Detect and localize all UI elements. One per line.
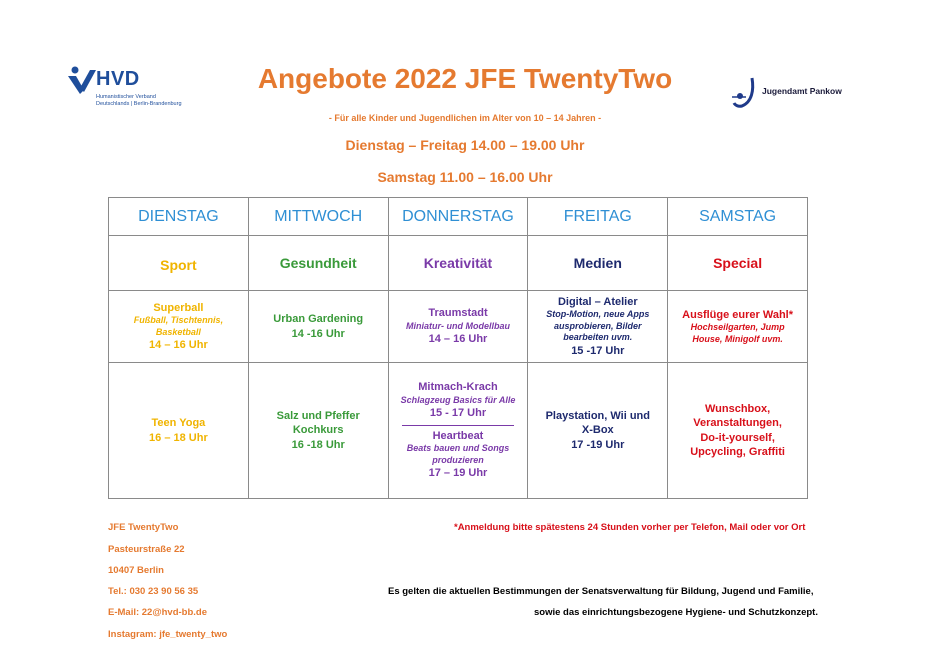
- theme-sport-label: Sport: [160, 257, 197, 273]
- regulation-line-1: Es gelten die aktuellen Bestimmungen der Senatsverwaltung für Bildung, Jugend und Familie,: [388, 586, 814, 597]
- activity-detail: Schlagzeug Basics für Alle: [400, 394, 516, 405]
- jugendamt-mark-icon: [732, 76, 760, 110]
- cell-digital-atelier: [528, 291, 668, 363]
- activity-detail: Hochseilgarten, Jump: [690, 321, 785, 332]
- activity-name: Wunschbox,: [704, 402, 771, 415]
- activity-name: Veranstaltungen,: [693, 417, 782, 430]
- activity-name: Salz und Pfeffer: [276, 410, 360, 423]
- age-subtitle: - Für alle Kinder und Jugendlichen im Alter von 10 – 14 Jahren -: [328, 113, 602, 123]
- activity-detail: Fußball, Tischtennis,: [133, 314, 224, 325]
- activity-detail: produzieren: [432, 454, 484, 465]
- activity-detail: Miniatur- und Modellbau: [405, 320, 510, 331]
- day-wednesday: MITTWOCH: [248, 198, 388, 236]
- cell-urban-gardening: [248, 291, 388, 363]
- address-name: JFE TwentyTwo: [108, 522, 179, 533]
- activity-detail: House, Minigolf uvm.: [692, 333, 783, 344]
- activity-detail: Basketball: [155, 326, 201, 337]
- schedule-table: [108, 197, 808, 499]
- activity-name: Ausflüge eurer Wahl*: [682, 308, 794, 321]
- cell-ausfluege: [668, 291, 808, 363]
- saturday-hours: Samstag 11.00 – 16.00 Uhr: [377, 169, 553, 185]
- cell-playstation: [528, 363, 668, 499]
- address-street: Pasteurstraße 22: [108, 544, 185, 555]
- theme-gesundheit: Gesundheit: [248, 236, 388, 291]
- activity-divider: [402, 425, 514, 426]
- regulation-line-2: sowie das einrichtungsbezogene Hygiene- und Schutzkonzept.: [534, 607, 818, 618]
- hvd-logo-text: HVD: [96, 68, 140, 90]
- activity-time: 15 -17 Uhr: [571, 345, 625, 358]
- activity-detail: Beats bauen und Songs: [406, 442, 510, 453]
- activity-name: Digital – Atelier: [557, 295, 638, 308]
- day-tuesday: DIENSTAG: [109, 198, 249, 236]
- activities-row-2: [109, 363, 808, 499]
- days-row: [109, 198, 808, 236]
- activity-name: Playstation, Wii und: [545, 410, 650, 423]
- activity-name: X-Box: [581, 424, 614, 437]
- activity-detail: bearbeiten uvm.: [563, 332, 633, 343]
- address-email: E-Mail: 22@hvd-bb.de: [108, 607, 207, 618]
- activity-name: Traumstadt: [428, 307, 488, 320]
- address-instagram: Instagram: jfe_twenty_two: [108, 629, 228, 640]
- activity-name: Urban Gardening: [273, 313, 364, 326]
- cell-wunschbox: [668, 363, 808, 499]
- weekday-hours: Dienstag – Freitag 14.00 – 19.00 Uhr: [345, 137, 585, 153]
- theme-sport: [109, 236, 249, 291]
- themes-row: [109, 236, 808, 291]
- activity-time: 17 – 19 Uhr: [428, 467, 488, 480]
- day-saturday: SAMSTAG: [668, 198, 808, 236]
- cell-mitmach-heartbeat: [388, 363, 528, 499]
- cell-traumstadt: [388, 291, 528, 363]
- theme-kreativitaet: Kreativität: [388, 236, 528, 291]
- address-phone: Tel.: 030 23 90 56 35: [108, 586, 199, 597]
- activity-time: 15 - 17 Uhr: [429, 407, 487, 420]
- activity-name: Do-it-yourself,: [700, 431, 775, 444]
- jugendamt-logo: [732, 76, 872, 110]
- activity-name: Mitmach-Krach: [418, 381, 498, 394]
- page-title: Angebote 2022 JFE TwentyTwo: [257, 63, 673, 94]
- activity-name: Teen Yoga: [151, 417, 206, 430]
- activity-name: Superball: [153, 301, 204, 314]
- activity-time: 14 -16 Uhr: [291, 327, 345, 340]
- activities-row-1: [109, 291, 808, 363]
- activity-detail: Stop-Motion, neue Apps: [546, 308, 650, 319]
- activity-detail: ausprobieren, Bilder: [554, 320, 642, 331]
- activity-time: 14 – 16 Uhr: [428, 333, 488, 346]
- activity-time: 16 -18 Uhr: [291, 438, 345, 451]
- cell-superball: [109, 291, 249, 363]
- address-city: 10407 Berlin: [108, 565, 164, 576]
- activity-name: Kochkurs: [292, 424, 344, 437]
- day-thursday: DONNERSTAG: [388, 198, 528, 236]
- activity-name: Upcycling, Graffiti: [690, 445, 785, 458]
- cell-salz-und-pfeffer: [248, 363, 388, 499]
- activity-time: 16 – 18 Uhr: [149, 431, 208, 444]
- registration-note: *Anmeldung bitte spätestens 24 Stunden vorher per Telefon, Mail oder vor Ort: [454, 522, 806, 533]
- theme-medien: Medien: [528, 236, 668, 291]
- day-friday: FREITAG: [528, 198, 668, 236]
- activity-time: 14 – 16 Uhr: [149, 339, 208, 352]
- activity-time: 17 -19 Uhr: [571, 438, 625, 451]
- hvd-logo-sub1: Humanistischer Verband: [96, 94, 156, 100]
- theme-special: Special: [668, 236, 808, 291]
- activity-name: Heartbeat: [432, 429, 484, 442]
- jugendamt-logo-text: Jugendamt Pankow: [762, 86, 842, 96]
- hvd-logo-sub2: Deutschlands | Berlin-Brandenburg: [96, 101, 182, 107]
- cell-teen-yoga: [109, 363, 249, 499]
